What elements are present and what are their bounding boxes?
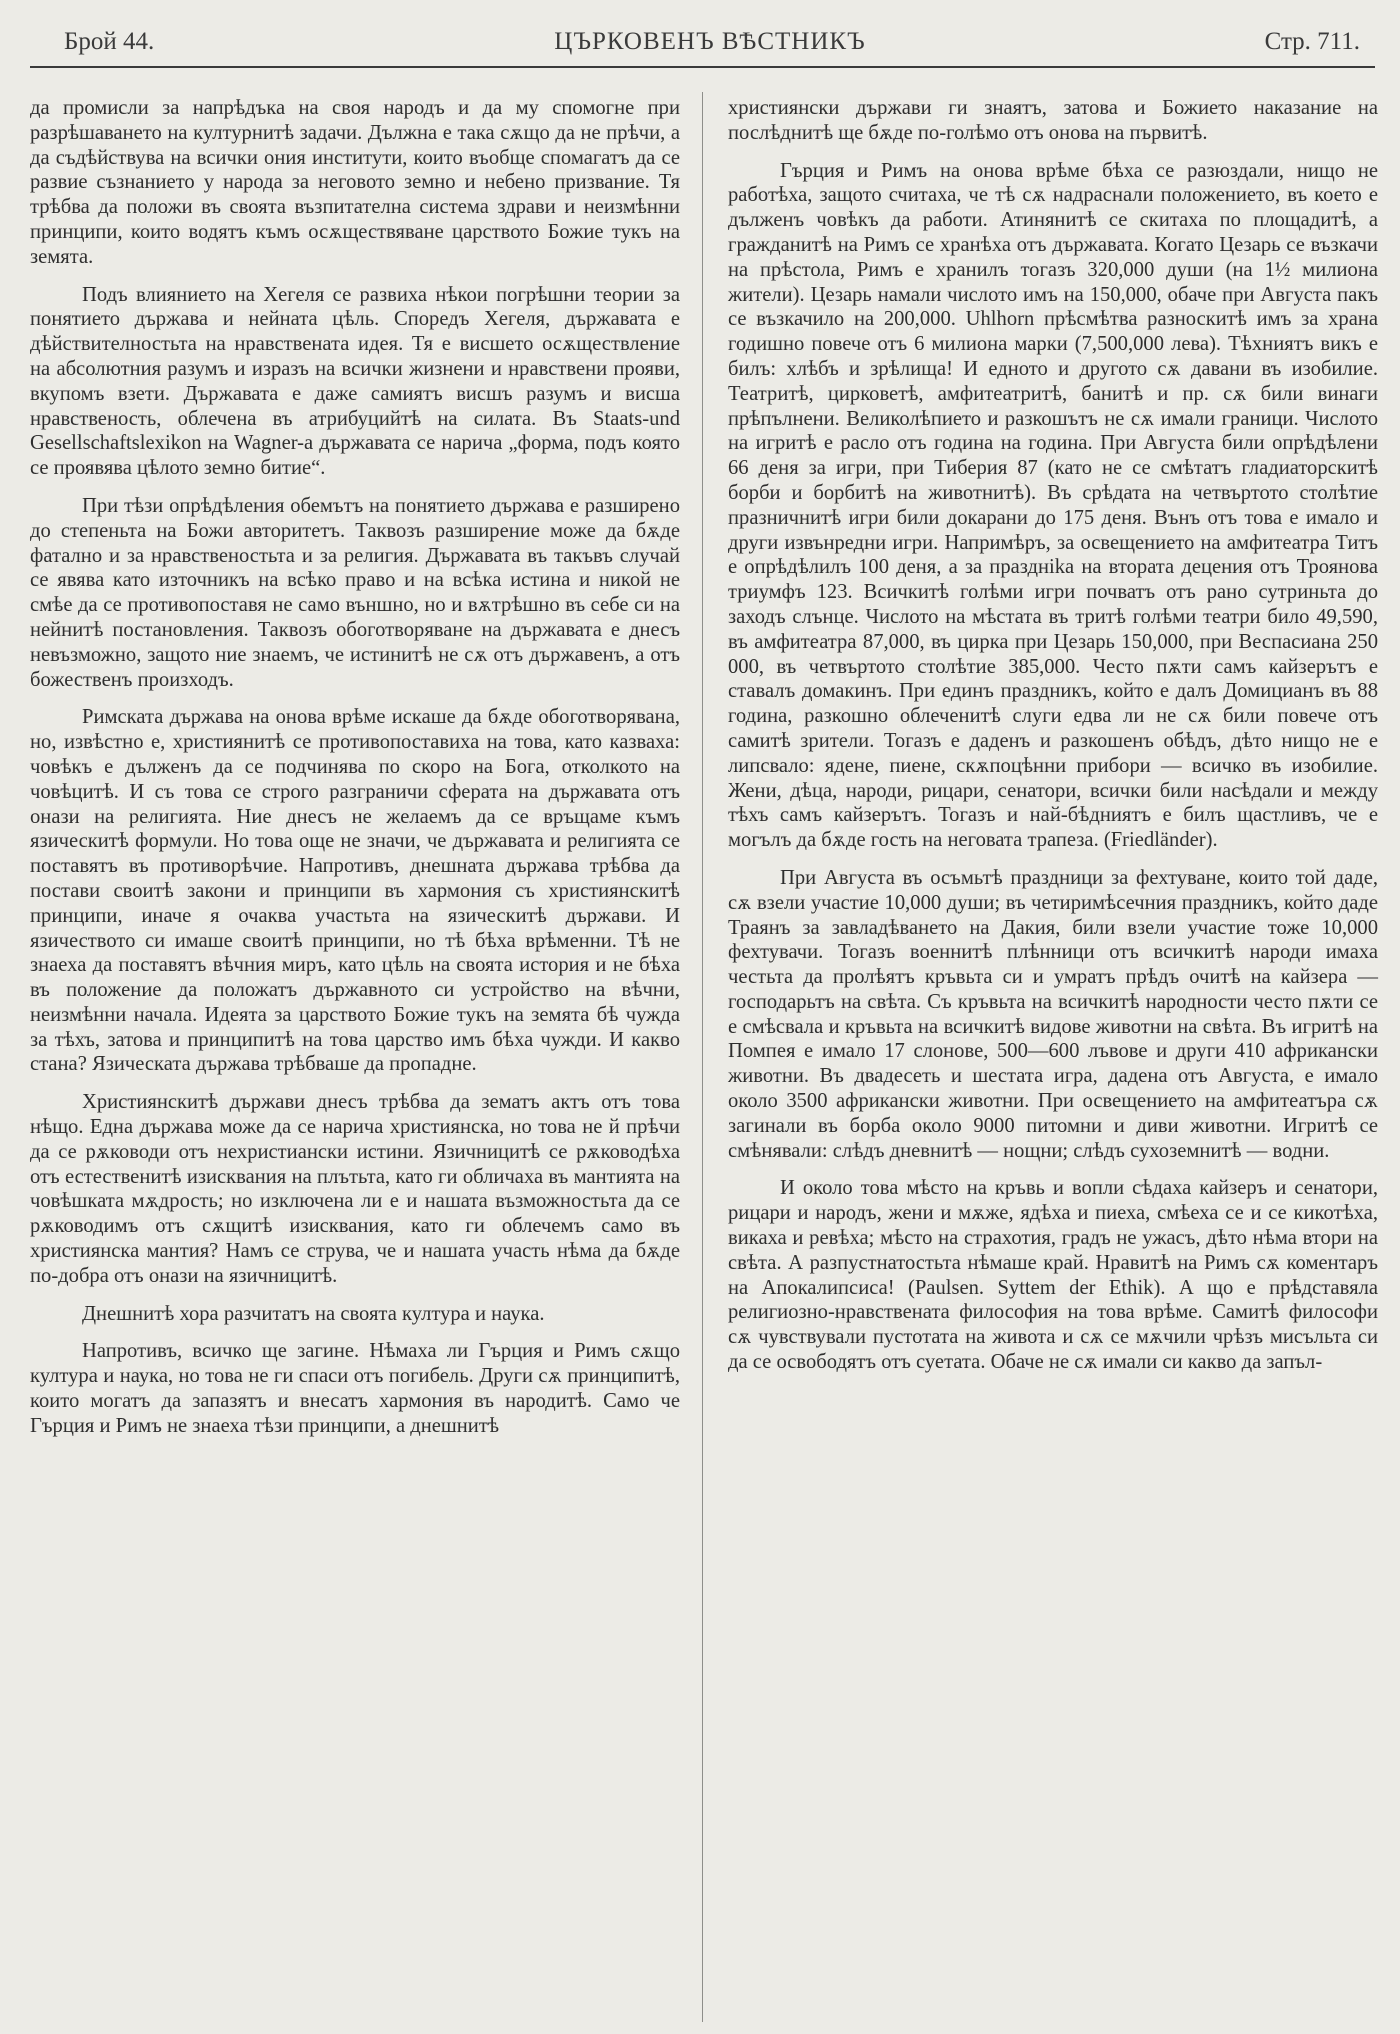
column-divider bbox=[702, 92, 703, 2022]
page-header bbox=[60, 24, 1360, 64]
paragraph: При Августа въ осъмьтѣ праздници за фехтуване, които той даде, сѫ взели участие 10,000 души; въ четиримѣсечния праздникъ, който даде Траянъ за завладѣването на Дакия, били взели участие тоже 10,000 фехтувачи. Тогазъ военнитѣ плѣнници отъ всичкитѣ народи имаха честьта да пролѣятъ кръвьта си и умратъ прѣдъ очитѣ на кайзера — господарьтъ на свѣта. Съ кръвьта на всичкитѣ народности често пѫти се е смѣсвала и кръвьта на всичкитѣ видове животни на свѣта. Въ игритѣ на Помпея е имало 17 слонове, 500—600 лъвове и други 410 африкански животни. Въ двадесеть и шестата игра, дадена отъ Августа, е имало около 3500 африкански животни. При освещението на амфитеатъра сѫ загинали въ борба около 9000 питомни и диви животни. Игритѣ се смѣнявали: слѣдъ дневнитѣ — нощни; слѣдъ сухоземнитѣ — водни. bbox=[728, 866, 1378, 1162]
right-column bbox=[728, 96, 1378, 1388]
header-rule bbox=[30, 66, 1375, 68]
paragraph: Римската държава на онова врѣме искаше да бѫде обоготворявана, но, извѣстно е, християнитѣ се противопоставиха на това, като казваха: човѣкъ е дълженъ да се подчинява по скоро на Бога, отколкото на човѣцитѣ. И съ това се строго разграничи сферата на държавата отъ онази на религията. Ние днесъ не желаемъ да се връщаме къмъ язическитѣ формули. Но това още не значи, че държавата и религията се поставятъ въ противорѣчие. Напротивъ, днешната държава трѣбва да постави своитѣ закони и принципи въ хармония съ християнскитѣ принципи, иначе я очаква участьта на язическитѣ държави. И язичеството си имаше своитѣ принципи, но тѣ бѣха врѣменни. Тѣ не знаеха да поставятъ вѣчния миръ, като цѣль на своята история и не бѣха въ положение да положатъ държавното си устройство на вѣчни, неизмѣнни начала. Идеята за царството Божие тукъ на земята бѣ чужда за тѣхъ, затова и принципитѣ на това царство имъ бѣха чужди. И какво стана? Язическата държава трѣбваше да пропадне. bbox=[30, 706, 680, 1076]
newspaper-title: ЦЪРКОВЕНЪ ВѢСТНИКЪ bbox=[554, 28, 866, 55]
paragraph: И около това мѣсто на кръвь и вопли сѣдаха кайзеръ и сенатори, рицари и народъ, жени и мѫже, ядѣха и пиеха, смѣеха се и се кикотѣха, викаха и ревѣха; мѣсто на страхотия, градъ не ужасъ, дѣто нѣма втори на свѣта. А разпустнатостьта нѣмаше край. Нравитѣ на Римъ сѫ коментаръ на Апокалипсиса! (Paulsen. Syttem der Ethik). А що е прѣдставяла религиозно-нравствената философия на това врѣме. Самитѣ философи сѫ чувствували пустотата на живота и сѫ се мѫчили чрѣзъ мисъльта си да се освободятъ отъ суетата. Обаче не сѫ имали си какво да запъл- bbox=[728, 1177, 1378, 1374]
paragraph: Християнскитѣ държави днесъ трѣбва да зематъ актъ отъ това нѣщо. Една държава може да се нарича християнска, но това не й прѣчи да се рѫководи отъ нехристиански истини. Язичницитѣ се рѫководѣха отъ естественитѣ изисквания на плътьта, като ги обличаха въ мантията на човѣшката мѫдрость; но изключена ли е и нашата възможностьта да се рѫководимъ отъ сѫщитѣ изисквания, като ги облечемъ само въ християнска мантия? Намъ се струва, че и нашата участь нѣма да бѫде по-добра отъ онази на язичницитѣ. bbox=[30, 1091, 680, 1287]
paragraph: Днешнитѣ хора разчитатъ на своята култура и наука. bbox=[82, 1302, 545, 1325]
left-column bbox=[30, 96, 680, 1452]
paragraph: християнски държави ги знаятъ, затова и Божието наказание на послѣднитѣ ще бѫде по-голѣмо отъ онова на първитѣ. bbox=[728, 97, 1378, 144]
paragraph: Напротивъ, всичко ще загине. Нѣмаха ли Гърция и Римъ сѫщо култура и наука, но това не ги спаси отъ погибель. Други сѫ принципитѣ, които могатъ да запазятъ и внесатъ хармония въ народитѣ. Само че Гърция и Римъ не знаеха тѣзи принципи, а днешнитѣ bbox=[30, 1340, 680, 1437]
issue-number: Брой 44. bbox=[64, 28, 155, 55]
paragraph: да промисли за напрѣдъка на своя народъ и да му спомогне при разрѣшаването на културнитѣ задачи. Дължна е така сѫщо да не прѣчи, а да съдѣйствува на всички ония институти, които въобще спомагатъ да се развие съзнанието у народа за неговото земно и небено призвание. Тя трѣбва да положи въ своята възпитателна система здрави и неизмѣнни принципи, които водятъ къмъ осѫществяване царството Божие тукъ на земята. bbox=[30, 97, 680, 268]
page-number: Стр. 711. bbox=[1264, 28, 1360, 55]
paragraph: Подъ влиянието на Хегеля се развиха нѣкои погрѣшни теории за понятието държава и нейната цѣль. Споредъ Хегеля, държавата е дѣйствителностьта на нравствената идея. Тя е висшето осѫществление на абсолютния разумъ и изразъ на всички жизнени и нравствени прояви, вкупомъ взети. Държавата е даже самиятъ висшъ разумъ и висша нравственость, облечена въ атрибуцийтѣ на силата. Въ Staats-und Gesellschaftslexikon на Wagner-а държавата се нарича „форма, подъ която се проявява цѣлото земно битие“. bbox=[30, 283, 680, 480]
paragraph: Гърция и Римъ на онова врѣме бѣха се разюздали, нищо не работѣха, защото считаха, че тѣ сѫ надраснали положението, въ което е дълженъ човѣкъ да работи. Атинянитѣ се скитаха по площадитѣ, а гражданитѣ на Римъ се хранѣха отъ държавата. Когато Цезарь се възкачи на прѣстола, Римъ е хранилъ тогазъ 320,000 души (на 1½ милиона жители). Цезарь намали числото имъ на 150,000, обаче при Августа пакъ се възкачило на 200,000. Uhlhorn прѣсмѣтва разноскитѣ имъ за храна годишно повече отъ 6 милиона марки (7,500,000 лева). Тѣхниятъ викъ е билъ: хлѣбъ и зрѣлища! И едното и другото сѫ давани въ изобилие. Театритѣ, цирковетѣ, амфитеатритѣ, банитѣ и пр. сѫ били винаги прѣпълнени. Великолѣпието и разкошътъ не сѫ имали граници. Числото на игритѣ е расло отъ година на година. При Августа били опрѣдѣлени 66 деня за игри, при Тиберия 87 (като не се смѣтатъ гладиаторскитѣ борби и борбитѣ на животнитѣ). Въ срѣдата на четвъртото столѣтие празничнитѣ игри били докарани до 175 деня. Вънъ отъ това е имало и други извънредни игри. Напримѣръ, за освещението на амфитеатра Титъ е опрѣдѣлилъ 100 деня, а за празднika на втората децения отъ Троянова триумфъ 123. Всичкитѣ голѣми игри почватъ отъ рано сутриньта до заходъ слънце. Числото на мѣстата въ тритѣ голѣми театри било 49,590, въ амфитеатра 87,000, въ цирка при Цезарь 150,000, при Веспасиана 250 000, въ четвъртото столѣтие 385,000. Често пѫти самъ кайзерътъ е ставалъ домакинъ. При единъ праздникъ, който е далъ Домицианъ въ 88 година, разкошно облеченитѣ слуги едва ли не сѫ били повече отъ самитѣ зрители. Тогазъ е даденъ и разкошенъ обѣдъ, дѣто нищо не е липсвало: ядене, пиене, скѫпоцѣнни прибори — всичко въ изобилие. Жени, дѣца, народи, рицари, сенатори, всички били насѣдали и между тѣхъ самъ кайзерътъ. Тогазъ и най-бѣдниятъ е билъ щастливъ, че е могълъ да бѫде гость на неговата трапеза. (Friedländer). bbox=[728, 159, 1378, 852]
paragraph: При тѣзи опрѣдѣления обемътъ на понятието държава е разширено до степеньта на Божи авторитетъ. Таквозъ разширение може да бѫде фатално и за нравственостьта и за религия. Държавата въ такъвъ случай се явява като източникъ на всѣко право и на всѣка истина и никой не смѣе да се противопоставя не само външно, но и вѫтрѣшно въ себе си на нейнитѣ постановления. Таквозъ обоготворяване на държавата е днесъ невъзможно, защото ние знаемъ, че истинитѣ не сѫ отъ държавенъ, а отъ божественъ произходъ. bbox=[30, 494, 680, 691]
